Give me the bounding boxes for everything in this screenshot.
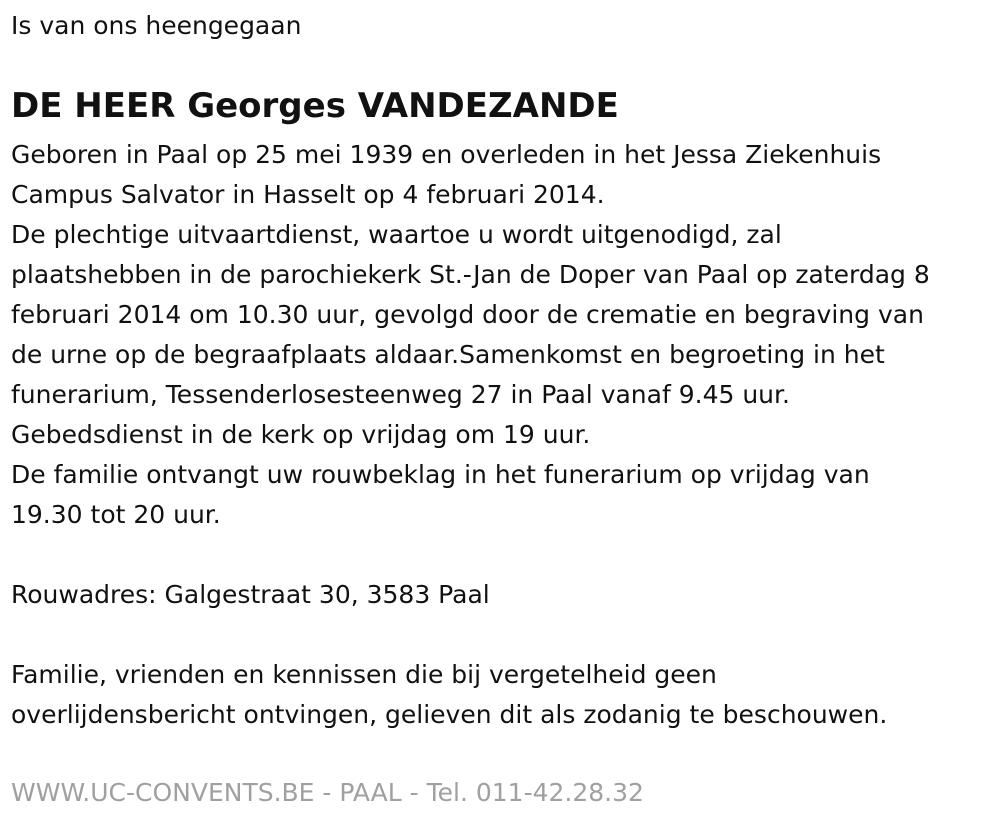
intro-text: Is van ons heengegaan [11, 11, 302, 40]
closing-line: overlijdensbericht ontvingen, gelieven dit als zodanig te beschouwen. [11, 700, 888, 729]
spacer [11, 535, 991, 575]
body-line: Geboren in Paal op 25 mei 1939 en overleden in het Jessa Ziekenhuis [11, 140, 882, 169]
body-line: Gebedsdienst in de kerk op vrijdag om 19 uur. [11, 420, 591, 449]
deceased-name: DE HEER Georges VANDEZANDE [11, 86, 619, 126]
body-line: 19.30 tot 20 uur. [11, 500, 221, 529]
body-line: februari 2014 om 10.30 uur, gevolgd door de crematie en begraving van [11, 300, 924, 329]
funeral-home-footer: WWW.UC-CONVENTS.BE - PAAL - Tel. 011-42.28.32 [11, 778, 644, 807]
body-line: funerarium, Tessenderlosesteenweg 27 in Paal vanaf 9.45 uur. [11, 380, 790, 409]
closing-line: Familie, vrienden en kennissen die bij vergetelheid geen [11, 660, 717, 689]
body-line: plaatshebben in de parochiekerk St.-Jan de Doper van Paal op zaterdag 8 [11, 260, 930, 289]
body-line: Campus Salvator in Hasselt op 4 februari 2014. [11, 180, 605, 209]
mourning-address: Rouwadres: Galgestraat 30, 3583 Paal [11, 580, 490, 609]
body-line: de urne op de begraafplaats aldaar.Samenkomst en begroeting in het [11, 340, 885, 369]
notice-body [11, 135, 991, 735]
body-line: De plechtige uitvaartdienst, waartoe u wordt uitgenodigd, zal [11, 220, 782, 249]
spacer [11, 615, 991, 655]
body-line: De familie ontvangt uw rouwbeklag in het funerarium op vrijdag van [11, 460, 870, 489]
